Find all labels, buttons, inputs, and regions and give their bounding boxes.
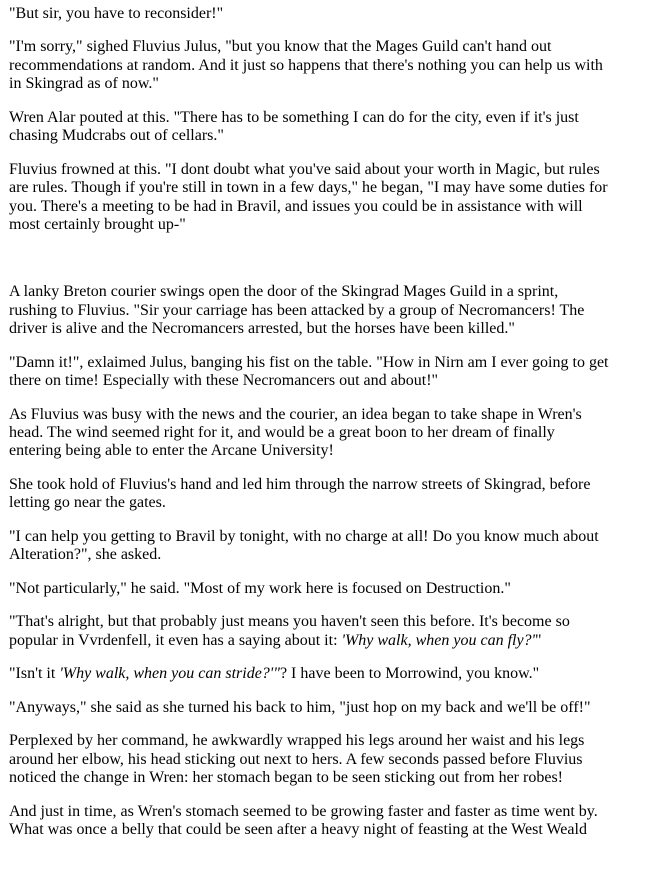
- paragraph: [9, 732, 610, 787]
- paragraph: [9, 803, 610, 840]
- paragraph: [9, 109, 610, 146]
- text-run: "That's alright, but that probably just means you haven't seen this before. It's become so popular in Vvrdenfell, it even has a saying about it:: [9, 613, 570, 649]
- text-run: ? I have been to Morrowind, you know.": [279, 665, 540, 683]
- text-run: "But sir, you have to reconsider!": [9, 5, 224, 22]
- paragraph: [9, 38, 610, 93]
- paragraph: [9, 161, 610, 235]
- italic-text-run: 'Why walk, when you can fly?': [341, 631, 535, 649]
- text-run: Wren Alar pouted at this. "There has to be something I can do for the city, even if it's just chasing Mudcrabs out of cellars.": [9, 108, 579, 145]
- paragraph: [9, 476, 610, 513]
- paragraph: [9, 699, 610, 717]
- text-run: "Anyways," she said as she turned his back to him, "just hop on my back and we'll be off!": [9, 698, 591, 716]
- text-run: Fluvius frowned at this. "I dont doubt what you've said about your worth in Magic, but rules are rules. Though if you're still in town in a few days," he began, "I may have some duties for you. There's a meeting to be had in Bravil, and issues you could be in assistance with will most certainly brought up-": [9, 160, 608, 234]
- paragraph: [9, 406, 610, 461]
- text-run: As Fluvius was busy with the news and the courier, an idea began to take shape in Wren's head. The wind seemed right for it, and would be a great boon to her dream of finally entering being able to enter the Arcane University!: [9, 405, 582, 460]
- paragraph: [9, 528, 610, 565]
- blank-paragraph: [9, 250, 610, 268]
- paragraph: [9, 354, 610, 391]
- text-run: "Isn't it: [9, 665, 60, 683]
- paragraph: [9, 580, 610, 598]
- paragraph: [9, 283, 610, 338]
- text-run: ": [534, 631, 542, 649]
- text-run: Perplexed by her command, he awkwardly wrapped his legs around her waist and his legs around her elbow, his head sticking out next to hers. A few seconds passed before Fluvius noticed the change in Wren: her stomach began to be seen sticking out from her robes!: [9, 732, 585, 787]
- text-run: And just in time, as Wren's stomach seemed to be growing faster and faster as time went by. What was once a belly that could be seen after a heavy night of feasting at the West Weald: [9, 802, 598, 838]
- paragraph: [9, 5, 610, 23]
- italic-text-run: 'Why walk, when you can stride?'": [59, 665, 280, 683]
- text-run: "I'm sorry," sighed Fluvius Julus, "but you know that the Mages Guild can't hand out recommendations at random. And it just so happens that there's nothing you can help us with in Skingrad as of now.": [9, 38, 603, 93]
- text-run: "I can help you getting to Bravil by tonight, with no charge at all! Do you know much about Alteration?", she asked.: [9, 527, 599, 564]
- text-run: She took hold of Fluvius's hand and led him through the narrow streets of Skingrad, before letting go near the gates.: [9, 475, 591, 512]
- text-run: "Damn it!", exlaimed Julus, banging his fist on the table. "How in Nirn am I ever going to get there on time! Especially with these Necromancers out and about!": [9, 353, 609, 390]
- text-run: "Not particularly," he said. "Most of my work here is focused on Destruction.": [9, 579, 511, 597]
- paragraph: [9, 613, 610, 650]
- text-run: A lanky Breton courier swings open the door of the Skingrad Mages Guild in a sprint, rushing to Fluvius. "Sir your carriage has been attacked by a group of Necromancers! The driver is alive and the Necromancers arrested, but the horses have been killed.": [9, 283, 585, 338]
- paragraph: [9, 665, 610, 683]
